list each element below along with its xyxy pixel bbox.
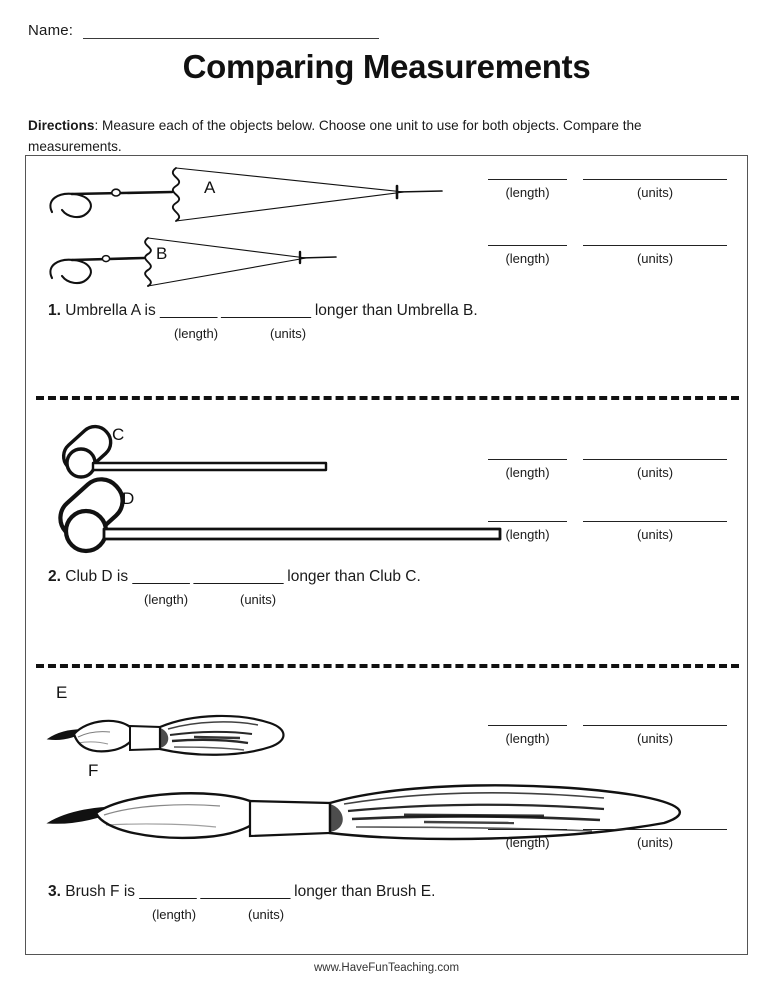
answer-group-d bbox=[488, 521, 727, 542]
question-3-text-before: Brush F is bbox=[65, 883, 136, 900]
question-2-blank-units[interactable]: ___________ bbox=[193, 568, 283, 585]
answer-length-a bbox=[488, 179, 567, 200]
answer-length-f bbox=[488, 829, 567, 850]
section-golf-clubs bbox=[26, 401, 749, 669]
answer-length-blank-c[interactable] bbox=[488, 459, 567, 460]
question-1-number: 1. bbox=[48, 302, 61, 319]
answer-units-e bbox=[583, 725, 727, 746]
object-label-f: F bbox=[88, 761, 99, 780]
answer-units-caption-a: (units) bbox=[636, 185, 674, 200]
answer-length-caption-d: (length) bbox=[505, 527, 550, 542]
name-row bbox=[28, 22, 379, 39]
section-divider-1 bbox=[36, 396, 739, 400]
answer-units-blank-d[interactable] bbox=[583, 521, 727, 522]
question-3-blank-length[interactable]: _______ bbox=[139, 883, 197, 900]
question-3-caption-units: (units) bbox=[248, 907, 285, 922]
answer-units-c bbox=[583, 459, 727, 480]
answer-length-caption-b: (length) bbox=[505, 251, 550, 266]
answer-length-d bbox=[488, 521, 567, 542]
answer-group-c bbox=[488, 459, 727, 480]
question-3-number: 3. bbox=[48, 883, 61, 900]
name-label: Name: bbox=[28, 22, 74, 39]
directions-label: Directions bbox=[28, 118, 95, 133]
footer-url: www.HaveFunTeaching.com bbox=[313, 962, 460, 974]
answer-group-a bbox=[488, 179, 727, 200]
answer-units-caption-d: (units) bbox=[636, 527, 674, 542]
object-label-c: C bbox=[112, 425, 125, 444]
question-2-blank-length[interactable]: _______ bbox=[132, 568, 190, 585]
answer-length-blank-b[interactable] bbox=[488, 245, 567, 246]
question-2-number: 2. bbox=[48, 568, 61, 585]
question-1 bbox=[48, 302, 478, 320]
question-2-captions bbox=[144, 592, 276, 607]
answer-group-e bbox=[488, 725, 727, 746]
answer-units-caption-c: (units) bbox=[636, 465, 674, 480]
answer-group-b bbox=[488, 245, 727, 266]
answer-length-blank-e[interactable] bbox=[488, 725, 567, 726]
name-input-blank[interactable] bbox=[83, 25, 379, 39]
answer-length-caption-f: (length) bbox=[505, 835, 550, 850]
object-label-b: B bbox=[156, 244, 168, 263]
answer-units-blank-f[interactable] bbox=[583, 829, 727, 830]
answer-length-caption-c: (length) bbox=[505, 465, 550, 480]
answer-length-blank-f[interactable] bbox=[488, 829, 567, 830]
object-label-d: D bbox=[122, 489, 135, 508]
question-1-blank-units[interactable]: ___________ bbox=[221, 302, 311, 319]
answer-units-a bbox=[583, 179, 727, 200]
question-1-blank-length[interactable]: _______ bbox=[160, 302, 217, 319]
club-d-drawing bbox=[36, 477, 516, 562]
section-divider-2 bbox=[36, 664, 739, 668]
answer-units-caption-b: (units) bbox=[636, 251, 674, 266]
section-brushes bbox=[26, 669, 749, 956]
brush-e-drawing bbox=[44, 707, 314, 766]
answer-units-caption-f: (units) bbox=[636, 835, 674, 850]
question-3-text-after: longer than Brush E. bbox=[294, 883, 436, 900]
question-2-text-before: Club D is bbox=[65, 568, 129, 585]
question-1-caption-length: (length) bbox=[174, 326, 219, 341]
answer-length-e bbox=[488, 725, 567, 746]
object-label-e: E bbox=[56, 683, 68, 702]
answer-units-blank-a[interactable] bbox=[583, 179, 727, 180]
answer-units-b bbox=[583, 245, 727, 266]
question-3-blank-units[interactable]: ___________ bbox=[200, 883, 290, 900]
section-umbrellas bbox=[26, 156, 749, 401]
answer-length-b bbox=[488, 245, 567, 266]
question-2-text-after: longer than Club C. bbox=[287, 568, 421, 585]
answer-length-caption-e: (length) bbox=[505, 731, 550, 746]
question-2-caption-length: (length) bbox=[144, 592, 189, 607]
answer-length-blank-a[interactable] bbox=[488, 179, 567, 180]
answer-units-caption-e: (units) bbox=[636, 731, 674, 746]
answer-group-f bbox=[488, 829, 727, 850]
club-c-drawing bbox=[40, 419, 360, 484]
question-2 bbox=[48, 568, 421, 586]
answer-units-blank-e[interactable] bbox=[583, 725, 727, 726]
answer-units-blank-c[interactable] bbox=[583, 459, 727, 460]
question-1-text-after: longer than Umbrella B. bbox=[314, 302, 478, 319]
page-title: Comparing Measurements bbox=[182, 48, 591, 85]
directions bbox=[28, 115, 718, 157]
umbrella-a-drawing bbox=[44, 164, 464, 231]
question-3-caption-length: (length) bbox=[152, 907, 197, 922]
answer-units-blank-b[interactable] bbox=[583, 245, 727, 246]
question-3 bbox=[48, 883, 435, 901]
answer-length-caption-a: (length) bbox=[505, 185, 550, 200]
question-1-captions bbox=[174, 326, 306, 341]
question-2-caption-units: (units) bbox=[240, 592, 277, 607]
worksheet-panel bbox=[25, 155, 748, 955]
question-3-captions bbox=[152, 907, 284, 922]
directions-text: : Measure each of the objects below. Choose one unit to use for both objects. Compare the measurements. bbox=[28, 118, 642, 155]
question-1-text-before: Umbrella A is bbox=[65, 302, 156, 319]
question-1-caption-units: (units) bbox=[270, 326, 307, 341]
answer-length-blank-d[interactable] bbox=[488, 521, 567, 522]
object-label-a: A bbox=[204, 178, 216, 197]
answer-units-d bbox=[583, 521, 727, 542]
answer-units-f bbox=[583, 829, 727, 850]
umbrella-b-drawing bbox=[44, 230, 384, 297]
